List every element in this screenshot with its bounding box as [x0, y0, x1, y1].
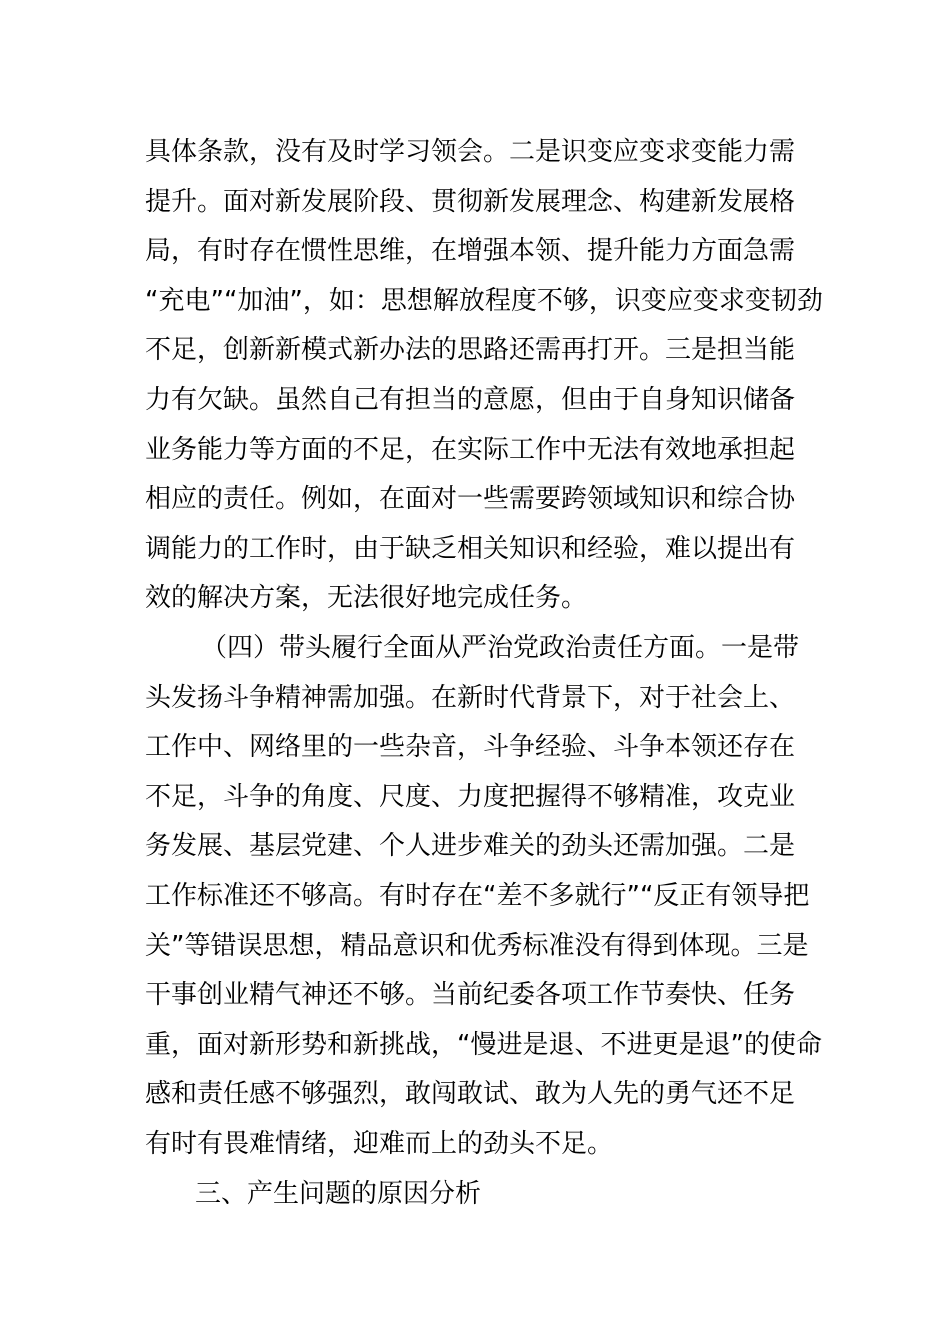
paragraph-continuation: [145, 128, 823, 624]
text-line: 工作中、网络里的一些杂音，斗争经验、斗争本领还存在: [145, 732, 796, 763]
text-line: 不足，创新新模式新办法的思路还需再打开。三是担当能: [145, 335, 796, 366]
section-heading: 三、产生问题的原因分析: [195, 1179, 482, 1209]
text-line: 效的解决方案，无法很好地完成任务。: [145, 583, 588, 614]
text-line: 力有欠缺。虽然自己有担当的意愿，但由于自身知识储备: [145, 384, 796, 415]
text-line: 关”等错误思想，精品意识和优秀标准没有得到体现。三是: [145, 930, 809, 961]
paragraph-four: [145, 624, 822, 1170]
text-line: 务发展、基层党建、个人进步难关的劲头还需加强。二是: [145, 831, 796, 862]
text-line: 感和责任感不够强烈，敢闯敢试、敢为人先的勇气还不足: [145, 1079, 796, 1110]
text-line: 重，面对新形势和新挑战，“慢进是退、不进更是退”的使命: [145, 1029, 822, 1060]
text-line: “充电”“加油”，如：思想解放程度不够，识变应变求变韧劲: [145, 285, 823, 316]
text-line: 有时有畏难情绪，迎难而上的劲头不足。: [145, 1128, 614, 1159]
section-heading-block: [145, 1170, 807, 1220]
text-line: 提升。面对新发展阶段、贯彻新发展理念、构建新发展格: [145, 186, 796, 217]
text-line: 相应的责任。例如，在面对一些需要跨领域知识和综合协: [145, 484, 796, 515]
text-line: 调能力的工作时，由于缺乏相关知识和经验，难以提出有: [145, 533, 796, 564]
text-line: 业务能力等方面的不足，在实际工作中无法有效地承担起: [145, 434, 796, 465]
text-line: （四）带头履行全面从严治党政治责任方面。一是带: [201, 633, 800, 663]
text-line: 局，有时存在惯性思维，在增强本领、提升能力方面急需: [145, 236, 796, 267]
text-line: 具体条款，没有及时学习领会。二是识变应变求变能力需: [145, 137, 796, 167]
text-line: 干事创业精气神还不够。当前纪委各项工作节奏快、任务: [145, 980, 796, 1011]
text-line: 头发扬斗争精神需加强。在新时代背景下，对于社会上、: [145, 682, 796, 713]
text-line: 不足，斗争的角度、尺度、力度把握得不够精准，攻克业: [145, 781, 796, 812]
text-line: 工作标准还不够高。有时存在“差不多就行”“反正有领导把: [145, 880, 810, 911]
